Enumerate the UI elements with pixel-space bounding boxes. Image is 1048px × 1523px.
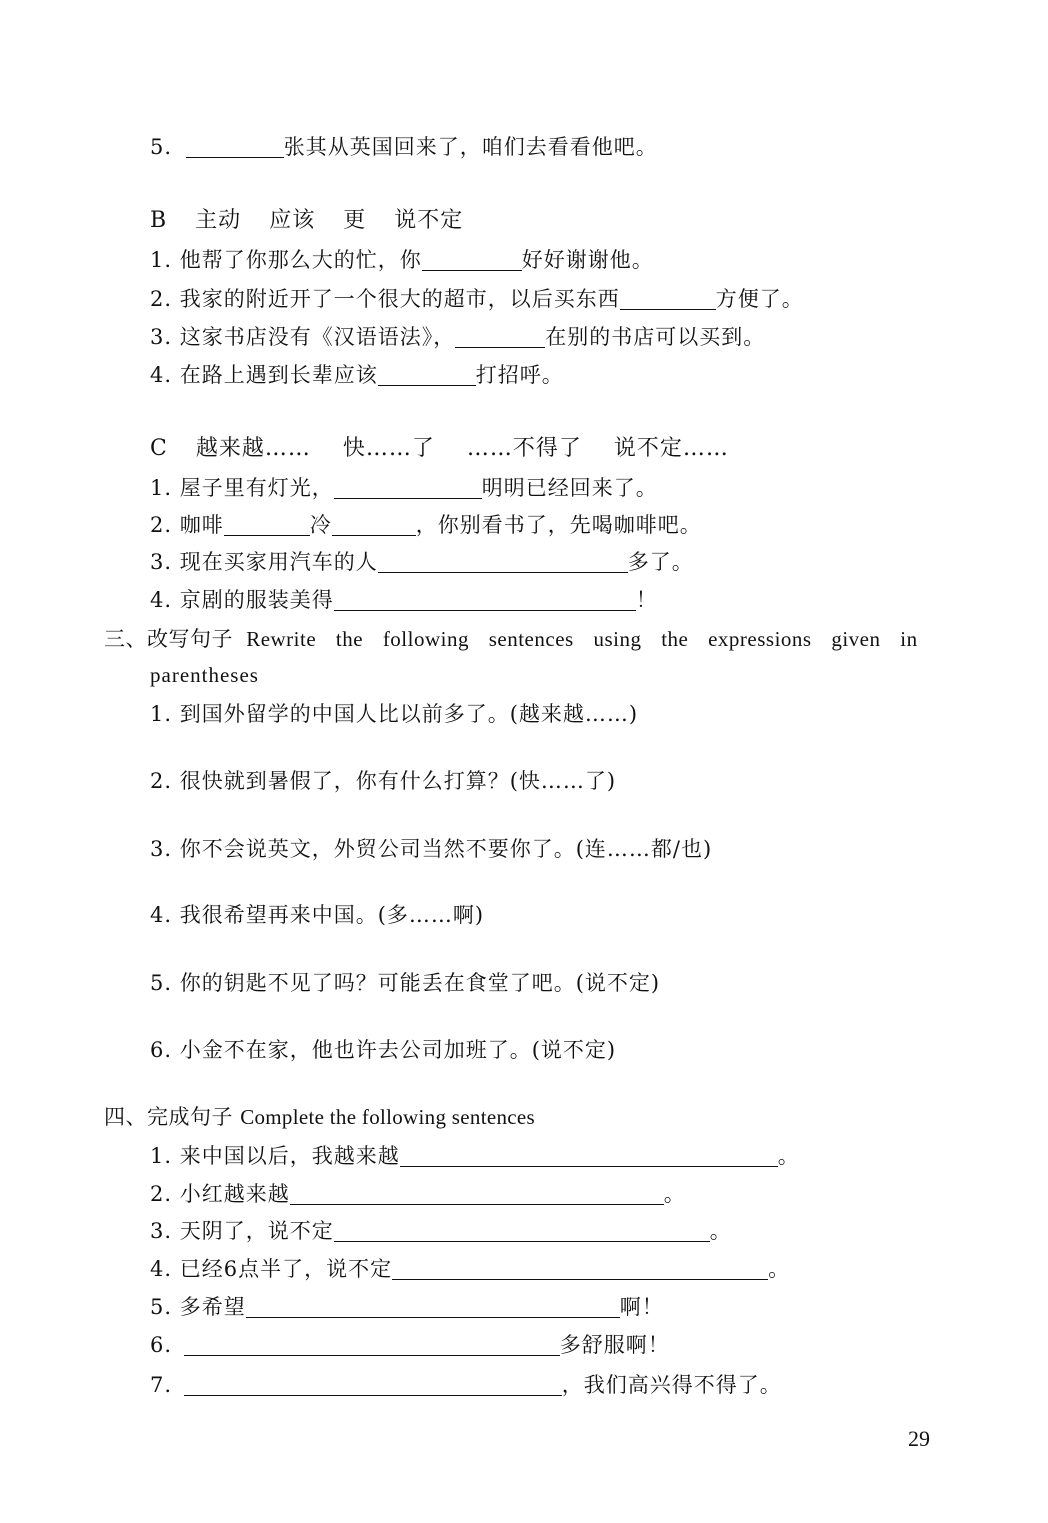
rewrite-item-4: [150, 900, 484, 930]
item-text: 京剧的服装美得: [179, 588, 334, 612]
item-text: 多了。: [627, 550, 694, 574]
item-text: 来中国以后，我越来越: [179, 1144, 400, 1168]
item-number: 4.: [150, 363, 173, 387]
exercise-b-item-1: [150, 245, 654, 275]
item-text: 天阴了，说不定: [179, 1219, 334, 1243]
word-option: 越来越……: [195, 436, 311, 461]
item-text: 你不会说英文，外贸公司当然不要你了。(连……都/也): [179, 837, 713, 861]
item-number: 2.: [150, 769, 173, 793]
answer-blank[interactable]: [224, 513, 310, 536]
answer-blank[interactable]: [378, 550, 628, 573]
item-text: 咖啡: [179, 513, 224, 537]
answer-blank[interactable]: [620, 287, 716, 310]
item-text: 已经6点半了，说不定: [179, 1257, 393, 1281]
complete-item-2: [150, 1179, 686, 1209]
item-text: 小红越来越: [179, 1182, 290, 1206]
rewrite-item-3: [150, 834, 712, 864]
complete-item-5: [150, 1292, 664, 1322]
item-text: 我家的附近开了一个很大的超市，以后买东西: [179, 287, 620, 311]
item-text: 明明已经回来了。: [481, 476, 658, 500]
section-3-title: [104, 624, 918, 654]
item-text: 方便了。: [715, 287, 804, 311]
item-number: 7.: [150, 1373, 173, 1397]
item-number: 5.: [150, 971, 173, 995]
item-number: 5.: [150, 1295, 173, 1319]
word-option: 更: [343, 208, 367, 233]
exercise-c-item-2: [150, 510, 702, 540]
rewrite-item-5: [150, 968, 660, 998]
exercise-c-item-3: [150, 547, 694, 577]
item-text: 。: [709, 1219, 732, 1243]
exercise-c-item-4: [150, 585, 658, 615]
exercise-b-item-2: [150, 284, 804, 314]
item-text: 啊！: [619, 1295, 664, 1319]
item-number: 3.: [150, 1219, 173, 1243]
rewrite-item-1: [150, 699, 638, 729]
exercise-label: B: [150, 208, 168, 233]
item-number: 4.: [150, 588, 173, 612]
answer-blank[interactable]: [290, 1182, 664, 1205]
answer-blank[interactable]: [246, 1295, 620, 1318]
word-option: 快……了: [342, 436, 435, 461]
item-text: 多舒服啊！: [559, 1333, 670, 1357]
item-text: 在别的书店可以买到。: [545, 325, 766, 349]
item-text: 现在买家用汽车的人: [179, 550, 378, 574]
item-number: 4.: [150, 903, 173, 927]
item-text: 小金不在家，他也许去公司加班了。(说不定): [179, 1038, 617, 1062]
complete-item-1: [150, 1141, 800, 1171]
answer-blank[interactable]: [455, 325, 545, 348]
item-text: 到国外留学的中国人比以前多了。(越来越……): [179, 702, 639, 726]
rewrite-item-6: [150, 1035, 616, 1065]
item-number: 1.: [150, 248, 173, 272]
item-text: 张其从英国回来了，咱们去看看他吧。: [283, 135, 658, 159]
item-number: 1.: [150, 476, 173, 500]
section-3-title-cont: parentheses: [150, 663, 259, 687]
item-text: 在路上遇到长辈应该: [179, 363, 378, 387]
item-number: 5.: [150, 135, 173, 159]
section-title-cn: 完成句子: [147, 1105, 233, 1129]
item-text: ，我们高兴得不得了。: [561, 1373, 782, 1397]
answer-blank[interactable]: [184, 1373, 562, 1396]
section-title-en: Rewrite the following sentences using the expressions given in: [246, 627, 918, 651]
item-number: 6.: [150, 1038, 173, 1062]
word-option: 主动: [195, 208, 242, 233]
exercise-label: C: [150, 436, 168, 461]
answer-blank[interactable]: [334, 588, 636, 611]
answer-blank[interactable]: [332, 513, 416, 536]
answer-blank[interactable]: [186, 135, 284, 158]
item-number: 6.: [150, 1333, 173, 1357]
exercise-c-item-1: [150, 473, 658, 503]
answer-blank[interactable]: [400, 1144, 778, 1167]
word-option: 应该: [269, 208, 316, 233]
item-text: 屋子里有灯光，: [179, 476, 334, 500]
answer-blank[interactable]: [422, 248, 522, 271]
item-number: 2.: [150, 1182, 173, 1206]
answer-blank[interactable]: [184, 1333, 560, 1356]
exercise-b-item-3: [150, 322, 765, 352]
section-title-cn: 改写句子: [147, 627, 233, 651]
item-text: 你的钥匙不见了吗？可能丢在食堂了吧。(说不定): [179, 971, 661, 995]
complete-item-4: [150, 1254, 790, 1284]
item-number: 4.: [150, 1257, 173, 1281]
item-number: 1.: [150, 1144, 173, 1168]
item-text: 这家书店没有《汉语语法》，: [179, 325, 456, 349]
answer-blank[interactable]: [378, 363, 476, 386]
complete-item-6: [150, 1330, 670, 1360]
word-option: 说不定: [394, 208, 464, 233]
item-text: 多希望: [179, 1295, 246, 1319]
item-text: 很快就到暑假了，你有什么打算？(快……了): [179, 769, 617, 793]
item-number: 3.: [150, 550, 173, 574]
item-number: 2.: [150, 513, 173, 537]
item-text: 。: [777, 1144, 800, 1168]
item-text: 。: [768, 1257, 791, 1281]
item-text: 。: [663, 1182, 686, 1206]
section-4-title: [104, 1102, 535, 1132]
item-number: 3.: [150, 837, 173, 861]
complete-item-3: [150, 1216, 732, 1246]
item-text: ！: [635, 588, 658, 612]
section-number: 四、: [104, 1105, 147, 1129]
item-number: 3.: [150, 325, 173, 349]
item-text: 我很希望再来中国。(多……啊): [179, 903, 485, 927]
item-text: 好好谢谢他。: [521, 248, 654, 272]
item-text: 冷: [309, 513, 332, 537]
exercise-c-header: [150, 434, 729, 464]
answer-blank[interactable]: [334, 476, 482, 499]
section-title-en: Complete the following sentences: [240, 1105, 535, 1129]
exercise-b-item-4: [150, 360, 564, 390]
word-option: ……不得了: [466, 436, 582, 461]
answer-blank[interactable]: [392, 1257, 768, 1280]
rewrite-item-2: [150, 766, 616, 796]
word-option: 说不定……: [613, 436, 729, 461]
exercise-a-item-5: [150, 132, 658, 162]
item-number: 1.: [150, 702, 173, 726]
item-text: 他帮了你那么大的忙，你: [179, 248, 422, 272]
page-number: 29: [908, 1426, 930, 1451]
item-number: 2.: [150, 287, 173, 311]
exercise-b-header: [150, 206, 463, 236]
item-text: ，你别看书了，先喝咖啡吧。: [415, 513, 702, 537]
section-number: 三、: [104, 627, 147, 651]
answer-blank[interactable]: [334, 1219, 710, 1242]
item-text: 打招呼。: [475, 363, 564, 387]
complete-item-7: [150, 1370, 782, 1400]
